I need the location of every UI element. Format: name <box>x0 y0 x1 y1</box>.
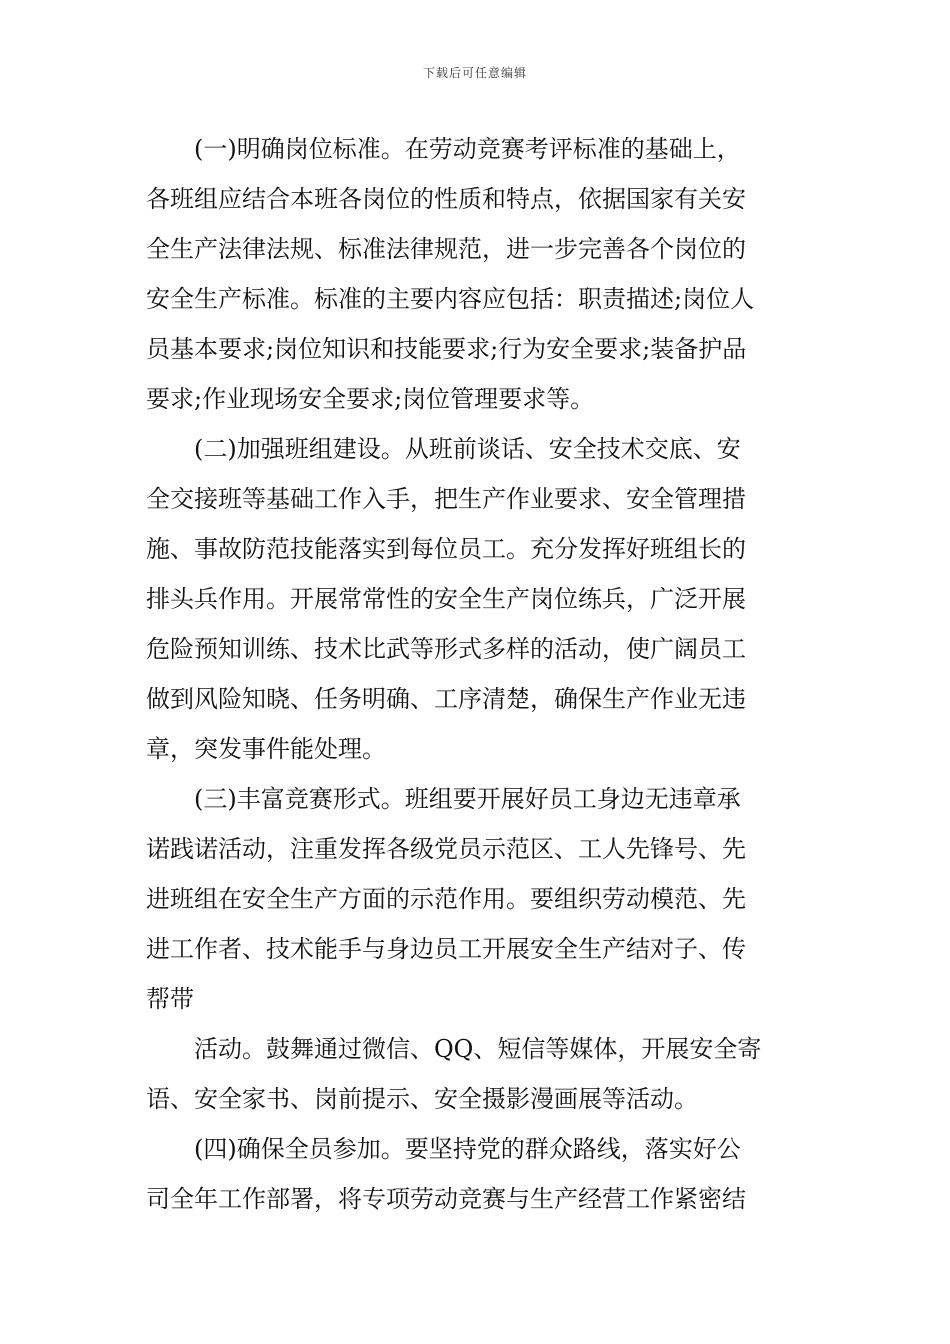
text-line: 各班组应结合本班各岗位的性质和特点，依据国家有关安 <box>146 185 746 213</box>
document-body <box>146 124 806 1224</box>
text-line: (四)确保全员参加。要坚持党的群众路线，落实好公 <box>194 1135 741 1163</box>
paragraph-5 <box>146 1124 806 1224</box>
page-header-note: 下载后可任意编辑 <box>422 66 527 80</box>
text-line: 诺践诺活动，注重发挥各级党员示范区、工人先锋号、先 <box>146 835 746 863</box>
text-line: (三)丰富竞赛形式。班组要开展好员工身边无违章承 <box>194 785 741 813</box>
text-line: 章，突发事件能处理。 <box>146 735 386 763</box>
text-line: 做到风险知晓、任务明确、工序清楚，确保生产作业无违 <box>146 685 746 713</box>
paragraph-3 <box>146 774 806 1024</box>
text-line: 排头兵作用。开展常常性的安全生产岗位练兵，广泛开展 <box>146 585 746 613</box>
text-line: (一)明确岗位标准。在劳动竞赛考评标准的基础上， <box>194 135 741 163</box>
text-line: 危险预知训练、技术比武等形式多样的活动，使广阔员工 <box>146 635 746 663</box>
paragraph-4 <box>146 1024 806 1124</box>
paragraph-2 <box>146 424 806 774</box>
text-line: 进班组在安全生产方面的示范作用。要组织劳动模范、先 <box>146 885 746 913</box>
text-line: 司全年工作部署，将专项劳动竞赛与生产经营工作紧密结 <box>146 1185 746 1213</box>
paragraph-1 <box>146 124 806 424</box>
text-line: 帮带 <box>146 985 194 1013</box>
text-line: 语、安全家书、岗前提示、安全摄影漫画展等活动。 <box>146 1085 698 1113</box>
text-line: 员基本要求;岗位知识和技能要求;行为安全要求;装备护品 <box>146 335 747 363</box>
text-line: 施、事故防范技能落实到每位员工。充分发挥好班组长的 <box>146 535 746 563</box>
text-line: 活动。鼓舞通过微信、QQ、短信等媒体，开展安全寄 <box>194 1035 762 1063</box>
text-line: 进工作者、技术能手与身边员工开展安全生产结对子、传 <box>146 935 746 963</box>
text-line: 全交接班等基础工作入手，把生产作业要求、安全管理措 <box>146 485 746 513</box>
text-line: 要求;作业现场安全要求;岗位管理要求等。 <box>146 385 595 413</box>
text-line: 全生产法律法规、标准法律规范，进一步完善各个岗位的 <box>146 235 746 263</box>
text-line: (二)加强班组建设。从班前谈话、安全技术交底、安 <box>194 435 741 463</box>
text-line: 安全生产标准。标准的主要内容应包括：职责描述;岗位人 <box>146 285 755 313</box>
